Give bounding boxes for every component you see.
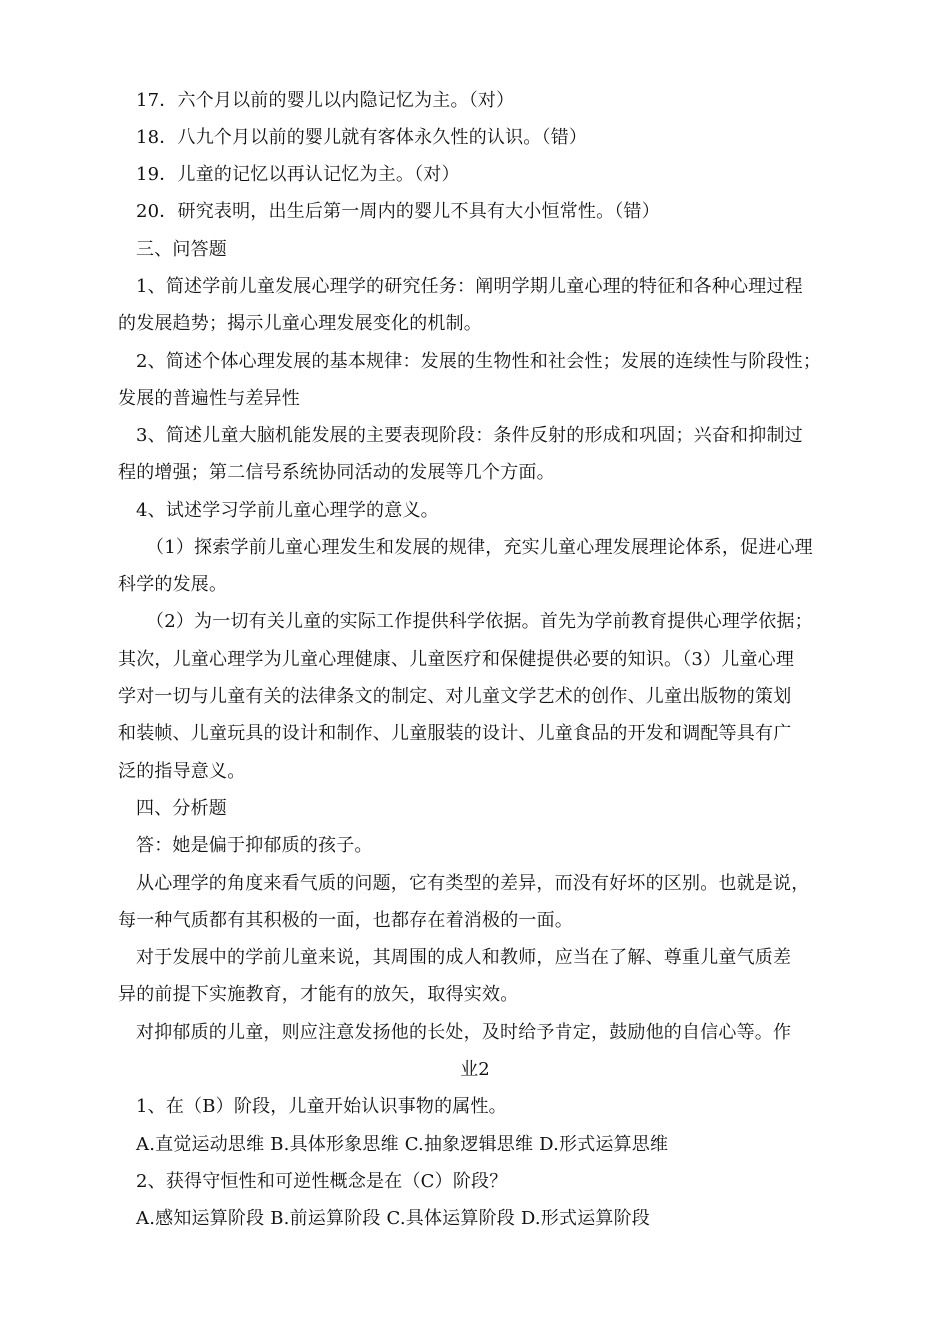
qa-4-question: 4、试述学习学前儿童心理学的意义。: [136, 500, 439, 521]
qa-1-line-2: 的发展趋势；揭示儿童心理发展变化的机制。: [118, 313, 482, 334]
qa-4-point-3-line-3: 泛的指导意义。: [118, 761, 246, 782]
qa-4-point-2-line-2: 其次，儿童心理学为儿童心理健康、儿童医疗和保健提供必要的知识。（3）儿童心理: [118, 649, 795, 670]
question-1: 1、在（B）阶段，儿童开始认识事物的属性。: [136, 1096, 507, 1117]
qa-1-line-1: 1、简述学前儿童发展心理学的研究任务：阐明学期儿童心理的特征和各种心理过程: [136, 276, 803, 297]
qa-4-point-1-line-1: （1）探索学前儿童心理发生和发展的规律，充实儿童心理发展理论体系，促进心理: [146, 537, 813, 558]
question-2: 2、获得守恒性和可逆性概念是在（C）阶段？: [136, 1171, 508, 1192]
analysis-para-2-line-1: 对于发展中的学前儿童来说，其周围的成人和教师，应当在了解、尊重儿童气质差: [136, 947, 792, 968]
qa-4-point-2-line-1: （2）为一切有关儿童的实际工作提供科学依据。首先为学前教育提供心理学依据；: [146, 611, 813, 632]
analysis-para-2-line-2: 异的前提下实施教育，才能有的放矢，取得实效。: [118, 984, 519, 1005]
question-1-options: A.直觉运动思维 B.具体形象思维 C.抽象逻辑思维 D.形式运算思维: [136, 1134, 669, 1155]
true-false-item-18: 18．八九个月以前的婴儿就有客体永久性的认识。（错）: [136, 127, 588, 148]
qa-3-line-2: 程的增强；第二信号系统协同活动的发展等几个方面。: [118, 462, 555, 483]
section-heading-qa: 三、问答题: [136, 239, 227, 260]
qa-4-point-3-line-2: 和装帧、儿童玩具的设计和制作、儿童服装的设计、儿童食品的开发和调配等具有广: [118, 723, 792, 744]
assignment-heading: 业2: [460, 1059, 490, 1080]
true-false-item-20: 20．研究表明，出生后第一周内的婴儿不具有大小恒常性。（错）: [136, 201, 660, 222]
analysis-para-1-line-2: 每一种气质都有其积极的一面，也都存在着消极的一面。: [118, 910, 573, 931]
qa-3-line-1: 3、简述儿童大脑机能发展的主要表现阶段：条件反射的形成和巩固；兴奋和抑制过: [136, 425, 803, 446]
true-false-item-17: 17．六个月以前的婴儿以内隐记忆为主。（对）: [136, 90, 515, 111]
true-false-item-19: 19．儿童的记忆以再认记忆为主。（对）: [136, 164, 460, 185]
qa-2-line-2: 发展的普遍性与差异性: [118, 388, 300, 409]
analysis-para-3-line-1: 对抑郁质的儿童，则应注意发扬他的长处，及时给予肯定，鼓励他的自信心等。作: [136, 1022, 792, 1043]
qa-4-point-3-line-1: 学对一切与儿童有关的法律条文的制定、对儿童文学艺术的创作、儿童出版物的策划: [118, 686, 792, 707]
qa-4-point-1-line-2: 科学的发展。: [118, 574, 228, 595]
question-2-options: A.感知运算阶段 B.前运算阶段 C.具体运算阶段 D.形式运算阶段: [136, 1208, 650, 1229]
qa-2-line-1: 2、简述个体心理发展的基本规律：发展的生物性和社会性；发展的连续性与阶段性；: [136, 351, 822, 372]
analysis-answer: 答：她是偏于抑郁质的孩子。: [136, 835, 373, 856]
section-heading-analysis: 四、分析题: [136, 798, 227, 819]
analysis-para-1-line-1: 从心理学的角度来看气质的问题，它有类型的差异，而没有好坏的区别。也就是说，: [136, 873, 810, 894]
